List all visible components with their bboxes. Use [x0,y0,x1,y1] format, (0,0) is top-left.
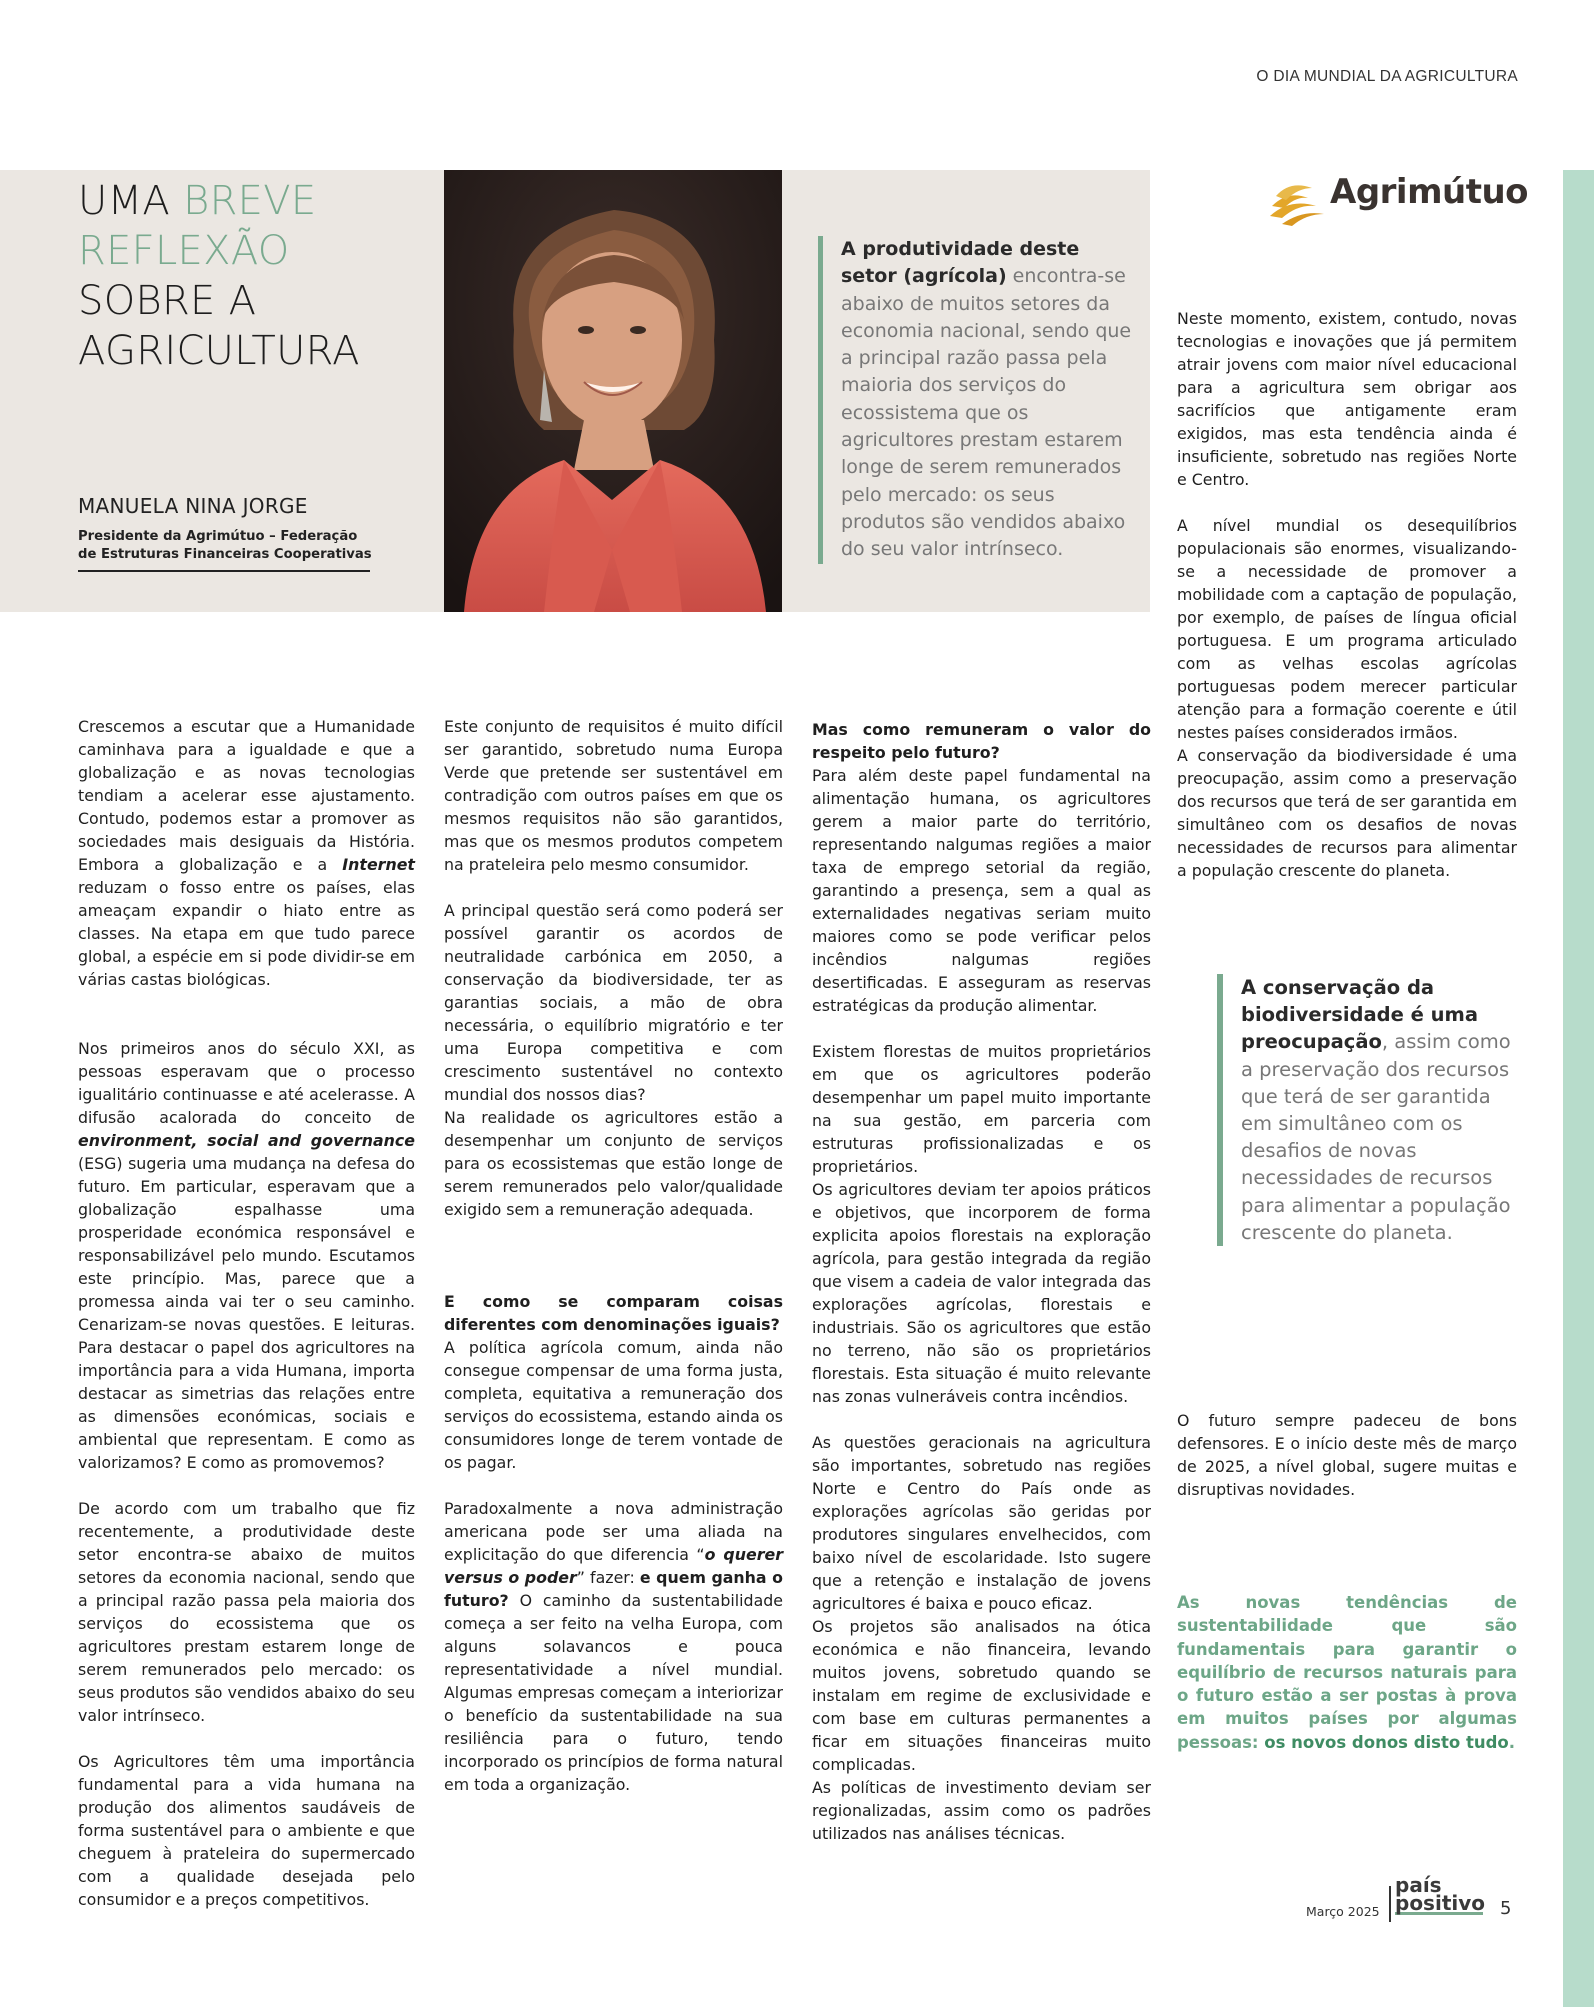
col2-paragraph-4: A política agrícola comum, ainda não consegue compensar de uma forma justa, completa, equitativa a remuneração dos serviços do ecossistema, estando ainda os consumidores longe de terem vontade de os pagar. [444,1338,783,1472]
col2-paragraph-2: A principal questão será como poderá ser possível garantir os acordos de neutralidade carbónica em 2050, a conservação da biodiversidade, ter as garantias sociais, a mão de obra necessária, o equilíbrio migratório e ter uma Europa competitiva e com crescimento sustentável no contexto mundial dos nossos dias? [444,901,783,1104]
col3-paragraph-1: Para além deste papel fundamental na alimentação humana, os agricultores gerem a maior parte do território, representando nalgumas regiões a maior taxa de emprego setorial da região, garantindo a presença, sem a qual as externalidades negativas seriam muito maiores como se pode verificar pelos incêndios nalgumas regiões desertificadas. E asseguram as reservas estratégicas da produção alimentar. [812,766,1151,1015]
side-color-strip [1563,170,1594,2007]
col1-paragraph-2: Nos primeiros anos do século XXI, as pessoas esperavam que o processo igualitário continuasse e até acelerasse. A difusão acalorada do conceito de environment, social and governance (ESG) sugeria uma mudança na defesa do futuro. Em particular, esperavam que a globalização espalhasse uma prosperidade económica responsável e responsabilizável pelo mundo. Escutamos este princípio. Mas, parece que a promessa ainda vai ter o seu caminho. Cenarizam-se novas questões. E leituras. Para destacar o papel dos agricultores na importância para a vida Humana, importa destacar as simetrias das relações entre as dimensões económicas, sociais e ambiental que representam. E como as valorizamos? E como as promovemos? [78,1039,415,1472]
col3-paragraph-4: As questões geracionais na agricultura são importantes, sobretudo nas regiões Norte e Centro do País onde as explorações agrícolas são geridas por produtores singulares envelhecidos, com baixo nível de escolaridade. Isto sugere que a retenção e instalação de jovens agricultores é baixa e pouco eficaz. [812,1433,1151,1613]
col2-paragraph-3: Na realidade os agricultores estão a desempenhar um conjunto de serviços para os ecossistemas que estão longe de serem remunerados pelo valor/qualidade exigido sem a remuneração adequada. [444,1108,783,1219]
logo-wordmark: Agrimútuo [1330,172,1529,212]
article-column-4-lower [1177,1409,1517,1501]
title-word-uma: UMA [78,178,184,224]
col4-paragraph-2: A nível mundial os desequilíbrios populacionais são enormes, visualizando-se a necessidade de promover a mobilidade com a captação de população, por exemplo, de países de língua oficial portuguesa. E um programa articulado com as velhas escolas agrícolas portuguesas podem merecer particular atenção para a formação coerente e útil nestes países considerados irmãos. [1177,516,1517,742]
pais-positivo-logo: país positivo [1395,1873,1486,1915]
col2-paragraph-5: Paradoxalmente a nova administração americana pode ser uma aliada na explicitação do que diferencia “o querer versus o poder” fazer: e quem ganha o futuro? O caminho da sustentabilidade começa a ser feito na velha Europa, com alguns solavancos e pouca representatividade a nível mundial. Algumas empresas começam a interiorizar o benefício da sustentabilidade na sua resiliência para o futuro, tendo incorporado os princípios de forma natural em toda a organização. [444,1499,783,1794]
col2-paragraph-1: Este conjunto de requisitos é muito difícil ser garantido, sobretudo numa Europa Verde que pretende ser sustentável em contradição com outros países em que os mesmos requisitos não são garantidos, mas que os mesmos produtos competem na prateleira pelo mesmo consumidor. [444,717,783,874]
article-column-4-upper [1177,307,1517,882]
pull-quote-productivity [818,236,1136,564]
col4-paragraph-3: A conservação da biodiversidade é uma preocupação, assim como a preservação dos recursos que terá de ser garantida em simultâneo com os desafios de novas necessidades de recursos para alimentar a população crescente do planeta. [1177,746,1517,880]
col1-paragraph-1: Crescemos a escutar que a Humanidade caminhava para a igualdade e que a globalização e as novas tecnologias tendiam a acelerar esse ajustamento. Contudo, podemos estar a promover as sociedades mais desiguais da História. Embora a globalização e a Internet reduzam o fosso entre os países, elas ameaçam expandir o hiato entre as classes. Na etapa em que tudo parece global, a espécie em si pode dividir-se em várias castas biológicas. [78,717,415,989]
col2-subheading: E como se comparam coisas diferentes com denominações iguais? [444,1292,783,1334]
author-portrait [444,170,782,612]
title-line-sobre: SOBRE A [78,278,257,324]
pull-quote-2-bold: A conservação da biodiversidade é uma preocupação [1241,976,1478,1054]
footer-divider [1389,1886,1391,1922]
author-name: MANUELA NINA JORGE [78,494,308,518]
title-word-reflexao: REFLEXÃO [78,228,290,274]
col3-paragraph-2: Existem florestas de muitos proprietários em que os agricultores poderão desempenhar um papel muito importante na sua gestão, em parceria com estruturas profissionalizadas e os proprietários. [812,1042,1151,1176]
col1-paragraph-4: Os Agricultores têm uma importância fundamental para a vida humana na produção dos alimentos saudáveis de forma sustentável para o ambiente e que cheguem à prateleira do supermercado com a qualidade desejada pelo consumidor e a preços competitivos. [78,1752,415,1909]
col1-paragraph-3: De acordo com um trabalho que fiz recentemente, a produtividade deste setor encontra-se abaixo de muitos setores da economia nacional, sendo que a principal razão passa pela maioria dos serviços do ecossistema que os agricultores prestam estarem longe de serem remunerados pelo mercado: os seus produtos são vendidos abaixo do seu valor intrínseco. [78,1499,415,1725]
article-column-1 [78,715,415,1911]
wheat-wave-icon [1268,176,1328,226]
portrait-illustration [444,170,782,612]
author-role: Presidente da Agrimútuo – Federação de Estruturas Financeiras Cooperativas [78,529,372,562]
col3-subheading: Mas como remuneram o valor do respeito pelo futuro? [812,720,1151,762]
footer-date: Março 2025 [1306,1904,1380,1919]
col4-paragraph-4: O futuro sempre padeceu de bons defensores. E o início deste mês de março de 2025, a nível global, sugere muitas e disruptivas novidades. [1177,1411,1517,1499]
pull-quote-biodiversity [1217,974,1517,1246]
col3-paragraph-6: As políticas de investimento deviam ser regionalizadas, assim como os padrões utilizados nas análises técnicas. [812,1778,1151,1843]
title-word-breve: BREVE [183,178,317,224]
col3-paragraph-3: Os agricultores deviam ter apoios práticos e objetivos, que incorporem de forma explicita apoios florestais na exploração agrícola, para gestão integrada da região que visem a cadeia de valor integrada das explorações agrícolas, florestais e industriais. São os agricultores que estão no terreno, não são os proprietários florestais. Esta situação é muito relevante nas zonas vulneráveis contra incêndios. [812,1180,1151,1406]
article-column-2 [444,715,783,1796]
pull-quote-2-text: , assim como a preservação dos recursos que terá de ser garantida em simultâneo com os desafios de novas necessidades de recursos para alimentar a população crescente do planeta. [1241,1030,1511,1244]
title-line-agricultura: AGRICULTURA [78,328,360,374]
author-divider [78,570,370,572]
pull-quote-1-bold: A produtividade deste setor (agrícola) [841,238,1080,288]
agrimutuo-logo [1268,168,1529,228]
col3-paragraph-5: Os projetos são analisados na ótica económica e não financeira, levando muitos jovens, sobretudo quando se instalam em regime de exclusividade e com base em culturas permanentes a ficar em situações financeiras muito complicadas. [812,1617,1151,1774]
green-callout: As novas tendências de sustentabilidade que são fundamentais para garantir o equilíbrio de recursos naturais para o futuro estão a ser postas à prova em muitos países por algumas pessoas: os novos donos disto tudo. [1177,1593,1517,1752]
article-column-3 [812,718,1151,1845]
article-title [78,176,360,376]
page-number: 5 [1500,1898,1512,1919]
pull-quote-1-text: encontra-se abaixo de muitos setores da economia nacional, sendo que a principal razão passa pela maioria dos serviços do ecossistema que os agricultores prestam estarem longe de serem remunerados pelo mercado: os seus produtos são vendidos abaixo do seu valor intrínseco. [841,265,1132,561]
section-label: O DIA MUNDIAL DA AGRICULTURA [1256,68,1518,85]
col4-paragraph-1: Neste momento, existem, contudo, novas tecnologias e inovações que já permitem atrair jovens com maior nível educacional para a agricultura sem obrigar aos sacrifícios que antigamente eram exigidos, mas esta tendência ainda é insuficiente, sobretudo nas regiões Norte e Centro. [1177,309,1517,489]
